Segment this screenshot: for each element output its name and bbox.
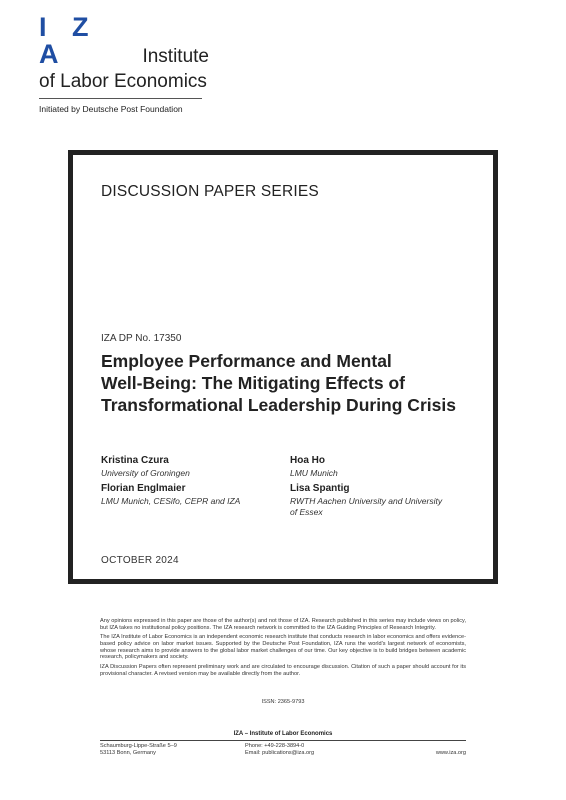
author-name: Hoa Ho: [290, 455, 325, 466]
footer-divider: [100, 740, 466, 741]
author-affiliation: LMU Munich: [290, 468, 338, 478]
logo-divider: [39, 98, 202, 99]
footer-website[interactable]: www.iza.org: [435, 750, 466, 756]
footer-title: IZA – Institute of Labor Economics: [233, 731, 333, 737]
disclaimer-paragraph: The IZA Institute of Labor Economics is an independent economic research institute that conducts research in labor economics and offers evidence-based policy advice on labor market issues. Supported by the Deutsche Post Foundation, IZA runs the world’s largest network of economists, whose research aims to provide answers to the global labor market challenges of our time. Our key objective is to build bridges between academic research, policymakers and society.: [100, 634, 466, 661]
dp-number: IZA DP No. 17350: [101, 333, 182, 344]
logo-line-labor-economics: of Labor Economics: [39, 71, 207, 92]
publication-date: OCTOBER 2024: [101, 555, 179, 566]
affiliation-line: RWTH Aachen University and University: [290, 496, 443, 506]
logo-subtitle: Initiated by Deutsche Post Foundation: [39, 104, 183, 114]
author-name: Florian Englmaier: [101, 483, 186, 494]
author-name: Kristina Czura: [101, 455, 169, 466]
author-spantig: [290, 483, 470, 518]
author-affiliation: LMU Munich, CESifo, CEPR and IZA: [101, 496, 241, 506]
issn: ISSN: 2365-9793: [261, 699, 305, 705]
author-affiliation: [290, 496, 470, 518]
cover-box: [68, 150, 498, 584]
author-affiliation: University of Groningen: [101, 468, 190, 478]
author-czura: [101, 455, 281, 479]
disclaimer: [100, 618, 466, 680]
address-line: Schaumburg-Lippe-Straße 5–9: [100, 743, 177, 749]
logo-line-institute: Institute: [142, 46, 209, 67]
disclaimer-paragraph: IZA Discussion Papers often represent preliminary work and are circulated to encourage discussion. Citation of such a paper should account for its provisional character. A revised version may be available directly from the author.: [100, 663, 466, 677]
footer-contact: [245, 743, 314, 757]
logo-iza-wordmark: I Z A: [39, 12, 98, 69]
author-name: Lisa Spantig: [290, 483, 350, 494]
iza-logo: [39, 12, 209, 114]
title-line: Transformational Leadership During Crisis: [101, 395, 456, 415]
affiliation-line: of Essex: [290, 507, 323, 517]
author-englmaier: [101, 483, 281, 507]
title-line: Employee Performance and Mental: [101, 351, 392, 371]
address-line: 53113 Bonn, Germany: [100, 750, 156, 756]
paper-title: [101, 350, 481, 416]
footer-address: [100, 743, 177, 757]
title-line: Well-Being: The Mitigating Effects of: [101, 373, 405, 393]
footer-email: Email: publications@iza.org: [245, 750, 315, 756]
series-title: DISCUSSION PAPER SERIES: [101, 183, 319, 200]
disclaimer-paragraph: Any opinions expressed in this paper are those of the author(s) and not those of IZA. Research published in this series may include views on policy, but IZA takes no institutional policy positions. The IZA research network is committed to the IZA Guiding Principles of Research Integrity.: [100, 618, 466, 631]
author-ho: [290, 455, 470, 479]
footer-phone: Phone: +49-228-3894-0: [245, 743, 305, 749]
